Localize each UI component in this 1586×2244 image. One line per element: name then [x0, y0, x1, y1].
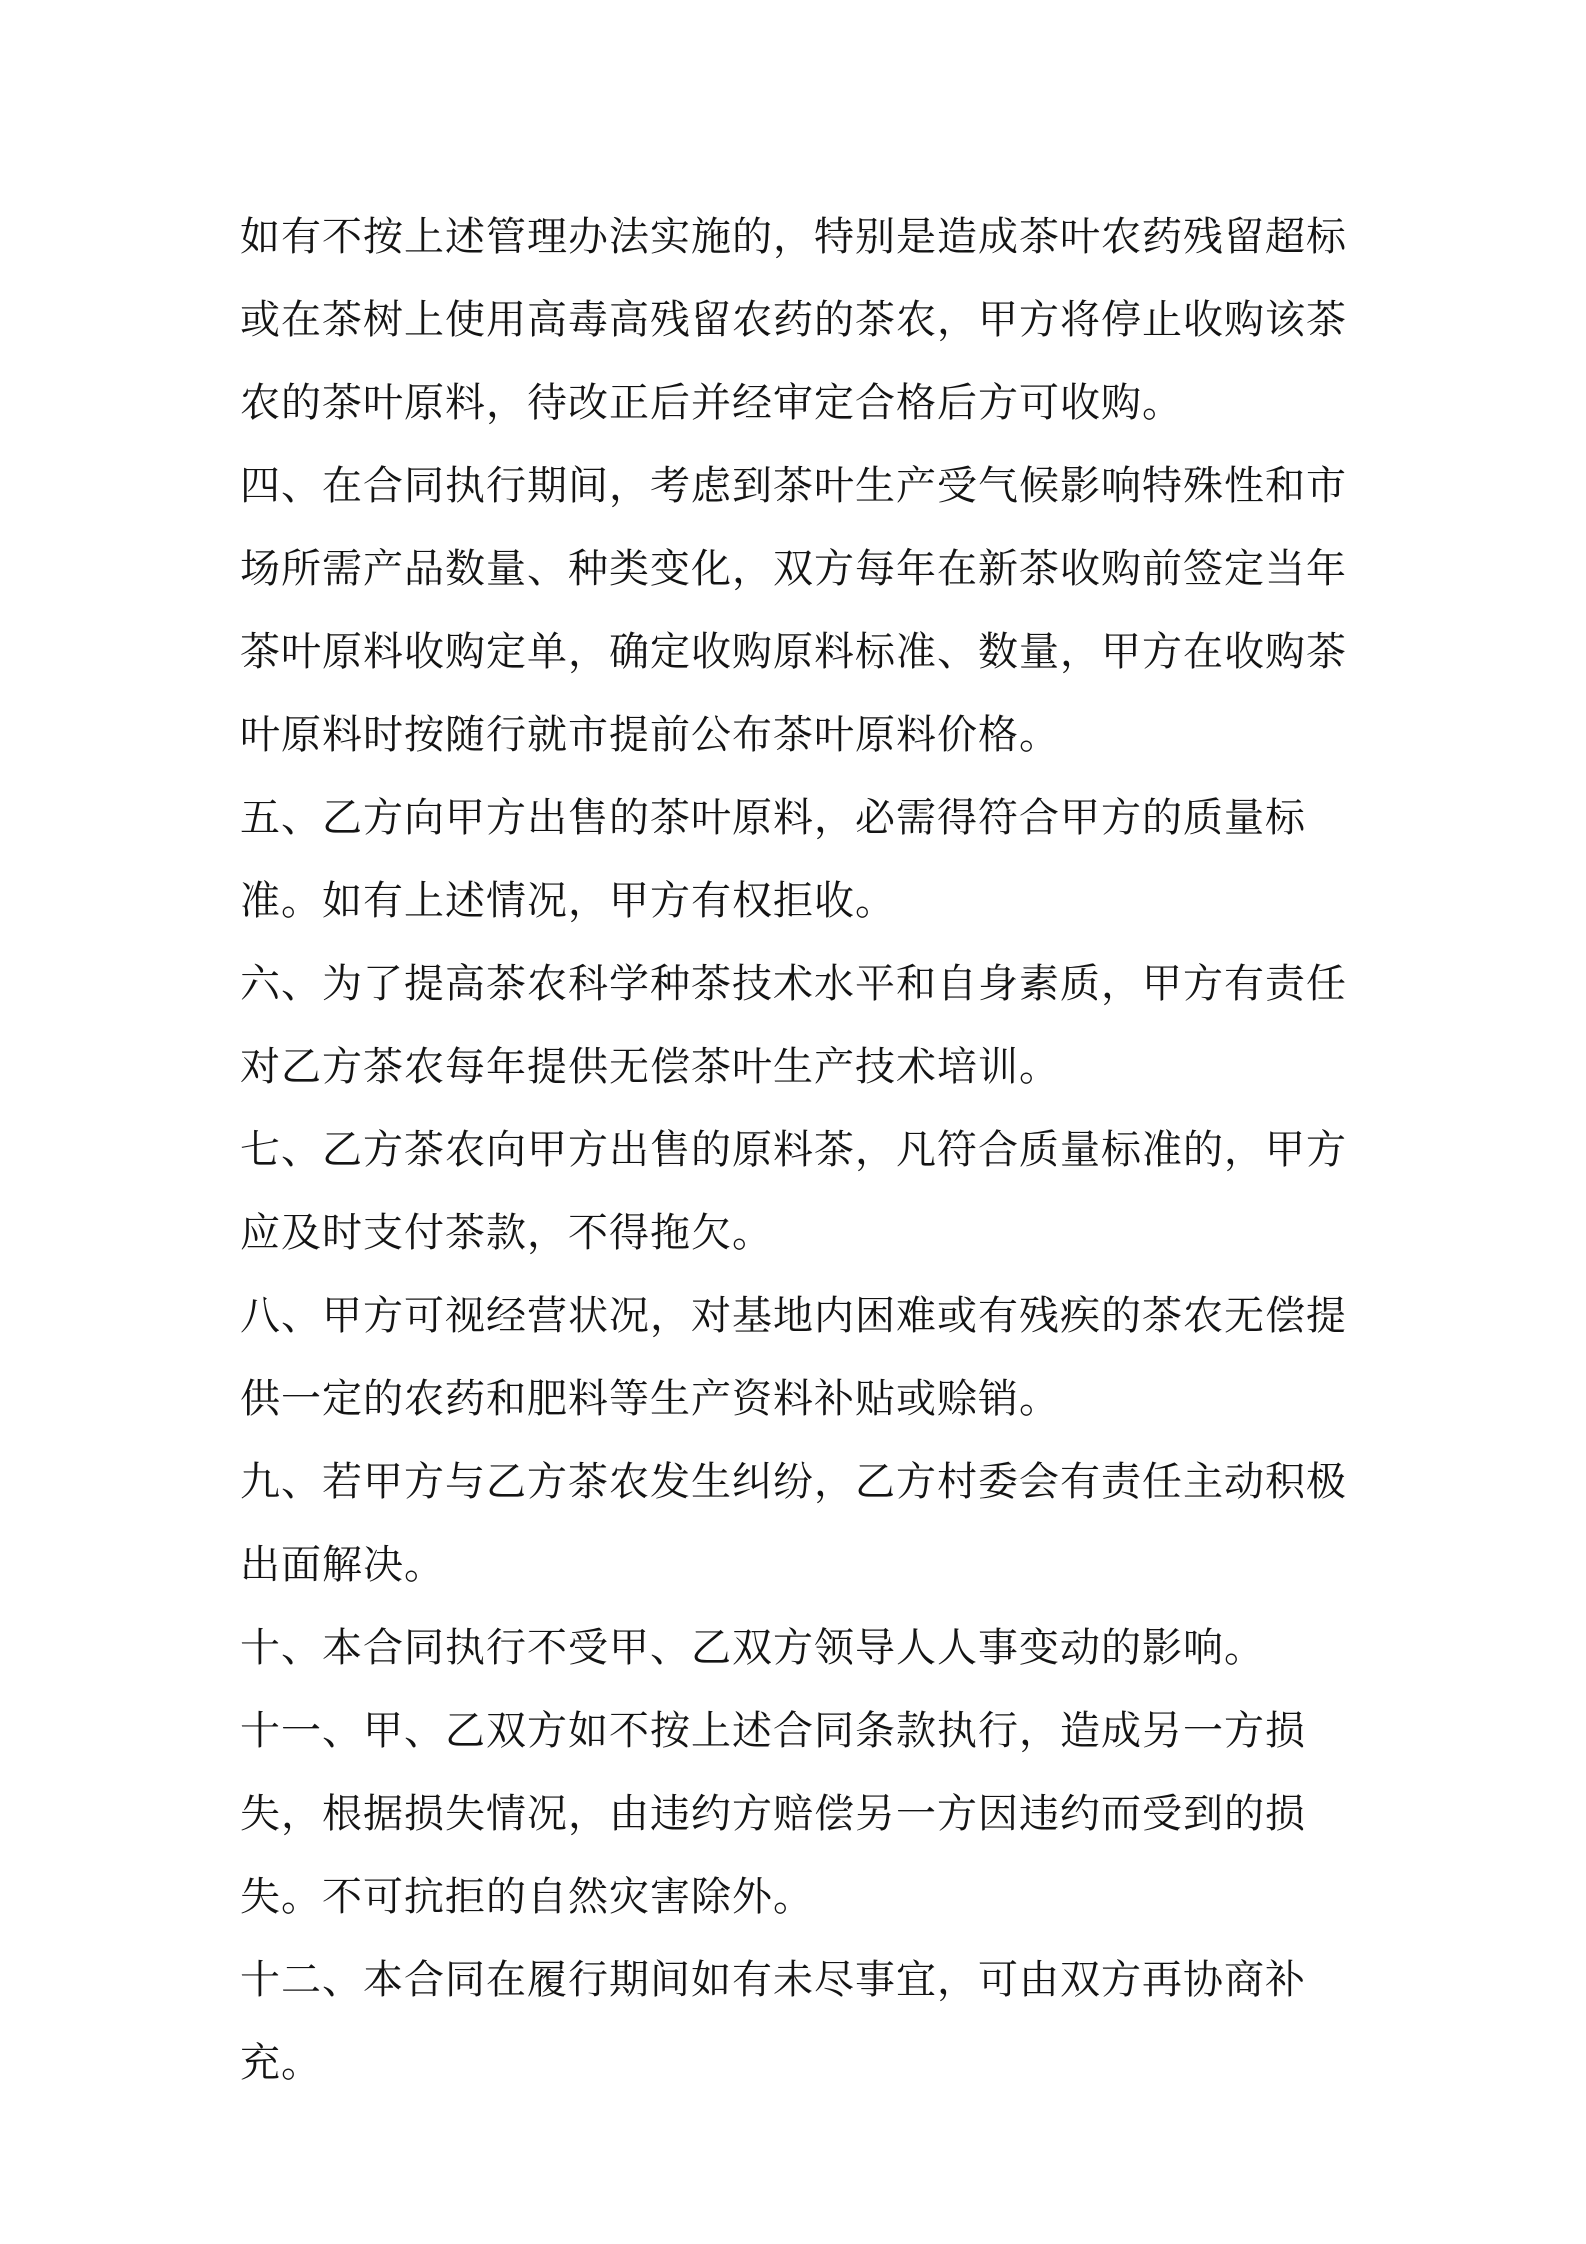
clause-4: 四、在合同执行期间，考虑到茶叶生产受气候影响特殊性和市场所需产品数量、种类变化，双方每年在新茶收购前签定当年茶叶原料收购定单，确定收购原料标准、数量，甲方在收购茶叶原料时按随行就市提前公布茶叶原料价格。 [240, 463, 1347, 758]
clause-9: 九、若甲方与乙方茶农发生纠纷，乙方村委会有责任主动积极出面解决。 [240, 1459, 1347, 1588]
clause-11: 十一、甲、乙双方如不按上述合同条款执行，造成另一方损失，根据损失情况，由违约方赔偿另一方因违约而受到的损失。不可抗拒的自然灾害除外。 [240, 1708, 1306, 1920]
paragraph-continuation: 如有不按上述管理办法实施的，特别是造成茶叶农药残留超标或在茶树上使用高毒高残留农药的茶农，甲方将停止收购该茶农的茶叶原料，待改正后并经审定合格后方可收购。 [240, 214, 1347, 426]
clause-12: 十二、本合同在履行期间如有未尽事宜，可由双方再协商补充。 [240, 1957, 1306, 2086]
clause-8: 八、甲方可视经营状况，对基地内困难或有残疾的茶农无偿提供一定的农药和肥料等生产资料补贴或赊销。 [240, 1293, 1347, 1422]
clause-7: 七、乙方茶农向甲方出售的原料茶，凡符合质量标准的，甲方应及时支付茶款，不得拖欠。 [240, 1127, 1347, 1256]
document-body [240, 196, 1380, 2105]
clause-6: 六、为了提高茶农科学种茶技术水平和自身素质，甲方有责任对乙方茶农每年提供无偿茶叶生产技术培训。 [240, 961, 1347, 1090]
clause-10: 十、本合同执行不受甲、乙双方领导人人事变动的影响。 [240, 1625, 1265, 1671]
clause-5: 五、乙方向甲方出售的茶叶原料，必需得符合甲方的质量标准。如有上述情况，甲方有权拒收。 [240, 795, 1306, 924]
